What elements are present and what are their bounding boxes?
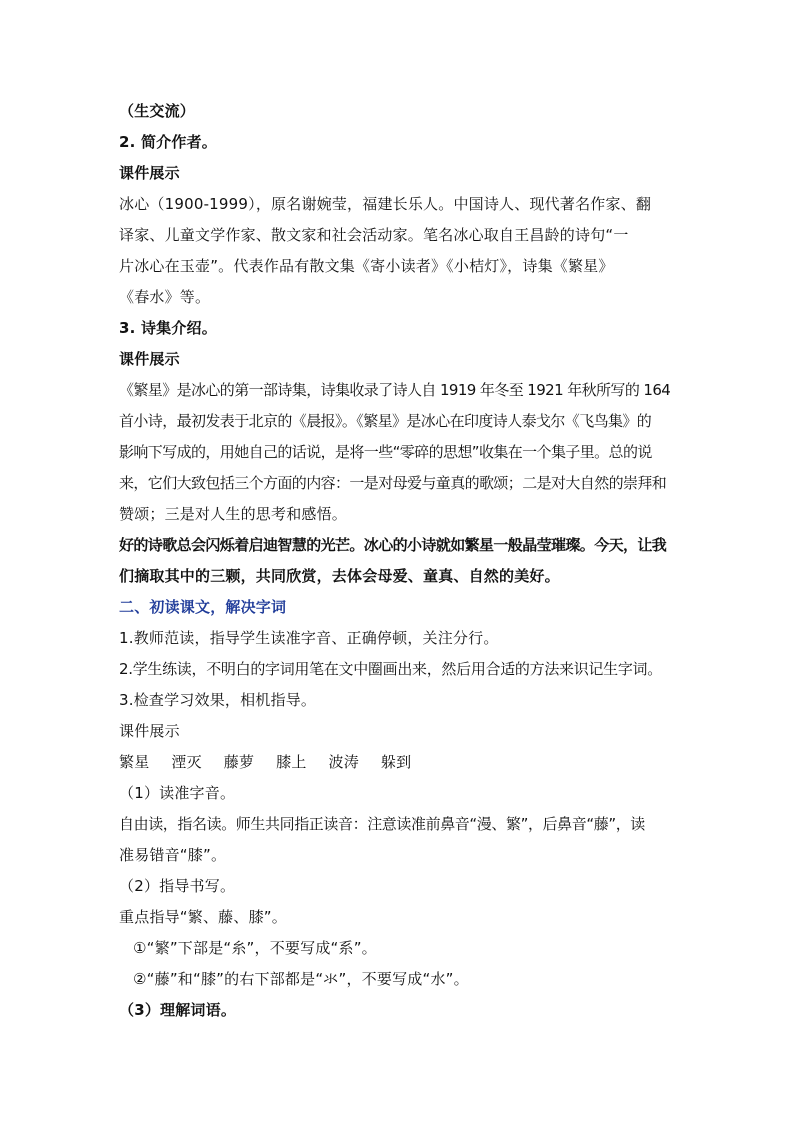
vocabulary-word: 躲到 <box>380 753 412 771</box>
text-line: 3.检查学习效果，相机指导。 <box>119 691 317 709</box>
document-page <box>119 96 679 1026</box>
text-line: 影响下写成的，用她自己的话说，是将一些“零碎的思想”收集在一个集子里。总的说 <box>119 443 652 461</box>
text-line: 自由读，指名读。师生共同指正读音：注意读准前鼻音“漫、繁”，后鼻音“藤”，读 <box>119 815 645 833</box>
text-line: （2）指导书写。 <box>119 877 236 895</box>
text-line: 1.教师范读，指导学生读准字音、正确停顿，关注分行。 <box>119 629 499 647</box>
text-line: 首小诗，最初发表于北京的《晨报》。《繁星》是冰心在印度诗人泰戈尔《飞鸟集》的 <box>119 412 652 430</box>
text-line: （1）读准字音。 <box>119 784 236 802</box>
courseware-label: 课件展示 <box>119 350 180 368</box>
text-line: 《繁星》是冰心的第一部诗集，诗集收录了诗人自 1919 年冬至 1921 年秋所写的 164 <box>119 381 671 399</box>
courseware-label: 课件展示 <box>119 164 180 182</box>
text-line: ①“繁”下部是“糸”，不要写成“系”。 <box>133 939 377 957</box>
text-line: 片冰心在玉壶”。代表作品有散文集《寄小读者》《小桔灯》，诗集《繁星》 <box>119 257 614 275</box>
text-line: 重点指导“繁、藤、膝”。 <box>119 908 287 926</box>
text-line: 们摘取其中的三颗，共同欣赏，去体会母爱、童真、自然的美好。 <box>119 567 560 585</box>
text-line: 《春水》等。 <box>119 288 211 306</box>
text-line: （生交流） <box>119 102 196 120</box>
vocabulary-word: 波涛 <box>328 753 359 771</box>
vocabulary-word: 膝上 <box>276 753 307 771</box>
vocabulary-word: 藤萝 <box>223 753 255 771</box>
text-line: 来，它们大致包括三个方面的内容：一是对母爱与童真的歌颂；二是对大自然的崇拜和 <box>119 474 667 492</box>
vocabulary-list <box>119 747 679 778</box>
text-line: 译家、儿童文学作家、散文家和社会活动家。笔名冰心取自王昌龄的诗句“一 <box>119 226 629 244</box>
vocabulary-word: 湮灭 <box>171 753 202 771</box>
text-line: 准易错音“膝”。 <box>119 846 227 864</box>
text-line: 冰心（1900-1999），原名谢婉莹，福建长乐人。中国诗人、现代著名作家、翻 <box>119 195 652 213</box>
section-heading: 二、初读课文，解决字词 <box>119 598 287 616</box>
section-item-collection: 3. 诗集介绍。 <box>119 319 217 337</box>
section-item-author: 2. 简介作者。 <box>119 133 217 151</box>
text-line: （3）理解词语。 <box>119 1001 237 1019</box>
text-line: ②“藤”和“膝”的右下部都是“氺”，不要写成“水”。 <box>133 970 469 988</box>
text-line: 赞颂；三是对人生的思考和感悟。 <box>119 505 348 523</box>
courseware-label: 课件展示 <box>119 722 180 740</box>
text-line: 好的诗歌总会闪烁着启迪智慧的光芒。冰心的小诗就如繁星一般晶莹璀璨。今天，让我 <box>119 536 667 554</box>
text-line: 2.学生练读，不明白的字词用笔在文中圈画出来，然后用合适的方法来识记生字词。 <box>119 660 662 678</box>
vocabulary-word: 繁星 <box>119 753 150 771</box>
